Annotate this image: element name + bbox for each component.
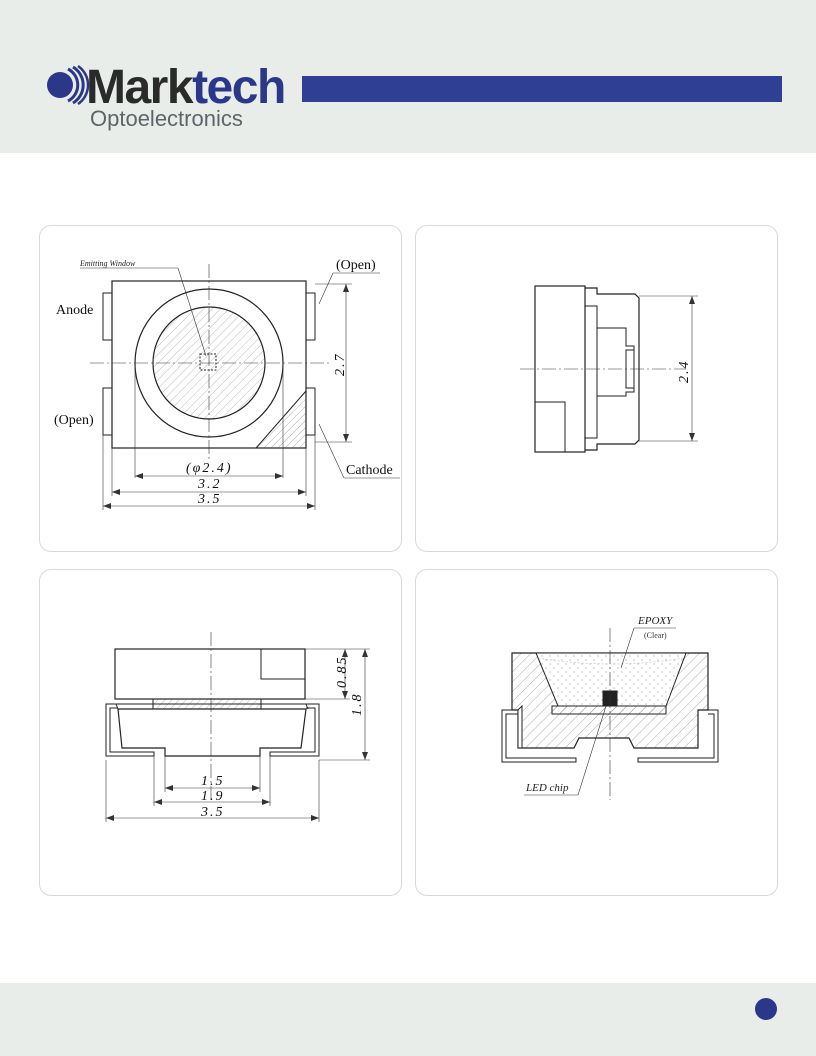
- open-left-label: (Open): [54, 413, 94, 428]
- page-header: [0, 0, 816, 153]
- lead-frame: [552, 706, 666, 714]
- front-view-drawing: [40, 570, 401, 895]
- page-footer: [0, 983, 816, 1056]
- dim-height-0-85: 0.85: [335, 655, 350, 688]
- dim-width-1-5: 1.5: [201, 774, 225, 789]
- cathode-mark: [256, 391, 306, 448]
- top-view-panel: [39, 225, 402, 552]
- cathode-pad: [306, 388, 315, 435]
- dim-height-2-7: 2.7: [333, 352, 348, 376]
- dim-height-1-8: 1.8: [350, 692, 365, 716]
- page-indicator-dot: [755, 998, 777, 1020]
- dim-width-1-9: 1.9: [201, 789, 225, 804]
- cathode-label: Cathode: [346, 463, 393, 478]
- brand-subtitle: Optoelectronics: [90, 106, 243, 131]
- header-bar: [302, 76, 782, 102]
- anode-pad: [103, 293, 112, 340]
- dim-width-3-5: 3.5: [198, 492, 222, 507]
- front-lens-body: [115, 649, 305, 699]
- led-chip-label: LED chip: [526, 782, 569, 794]
- emitting-window-label: Emitting Window: [80, 259, 136, 268]
- anode-label: Anode: [56, 303, 94, 318]
- top-view-drawing: [40, 226, 401, 551]
- section-view-drawing: [416, 570, 777, 895]
- open-pad-right: [306, 293, 315, 340]
- open-pad-left: [103, 388, 112, 435]
- dim-height-2-4: 2.4: [677, 359, 692, 383]
- brand-name-tech: tech: [192, 61, 285, 114]
- marktech-logo-icon: [42, 64, 90, 106]
- section-view-panel: [415, 569, 778, 896]
- dim-width-3-5-front: 3.5: [201, 805, 225, 820]
- dim-diameter-2-4: (φ2.4): [186, 461, 233, 476]
- epoxy-label: EPOXY: [638, 615, 673, 627]
- open-top-label: (Open): [336, 258, 376, 273]
- side-view-panel: [415, 225, 778, 552]
- dim-width-3-2: 3.2: [198, 477, 222, 492]
- front-view-panel: [39, 569, 402, 896]
- brand-name-mark: Mark: [86, 61, 193, 114]
- side-view-drawing: [416, 226, 777, 551]
- clear-label: (Clear): [644, 631, 667, 640]
